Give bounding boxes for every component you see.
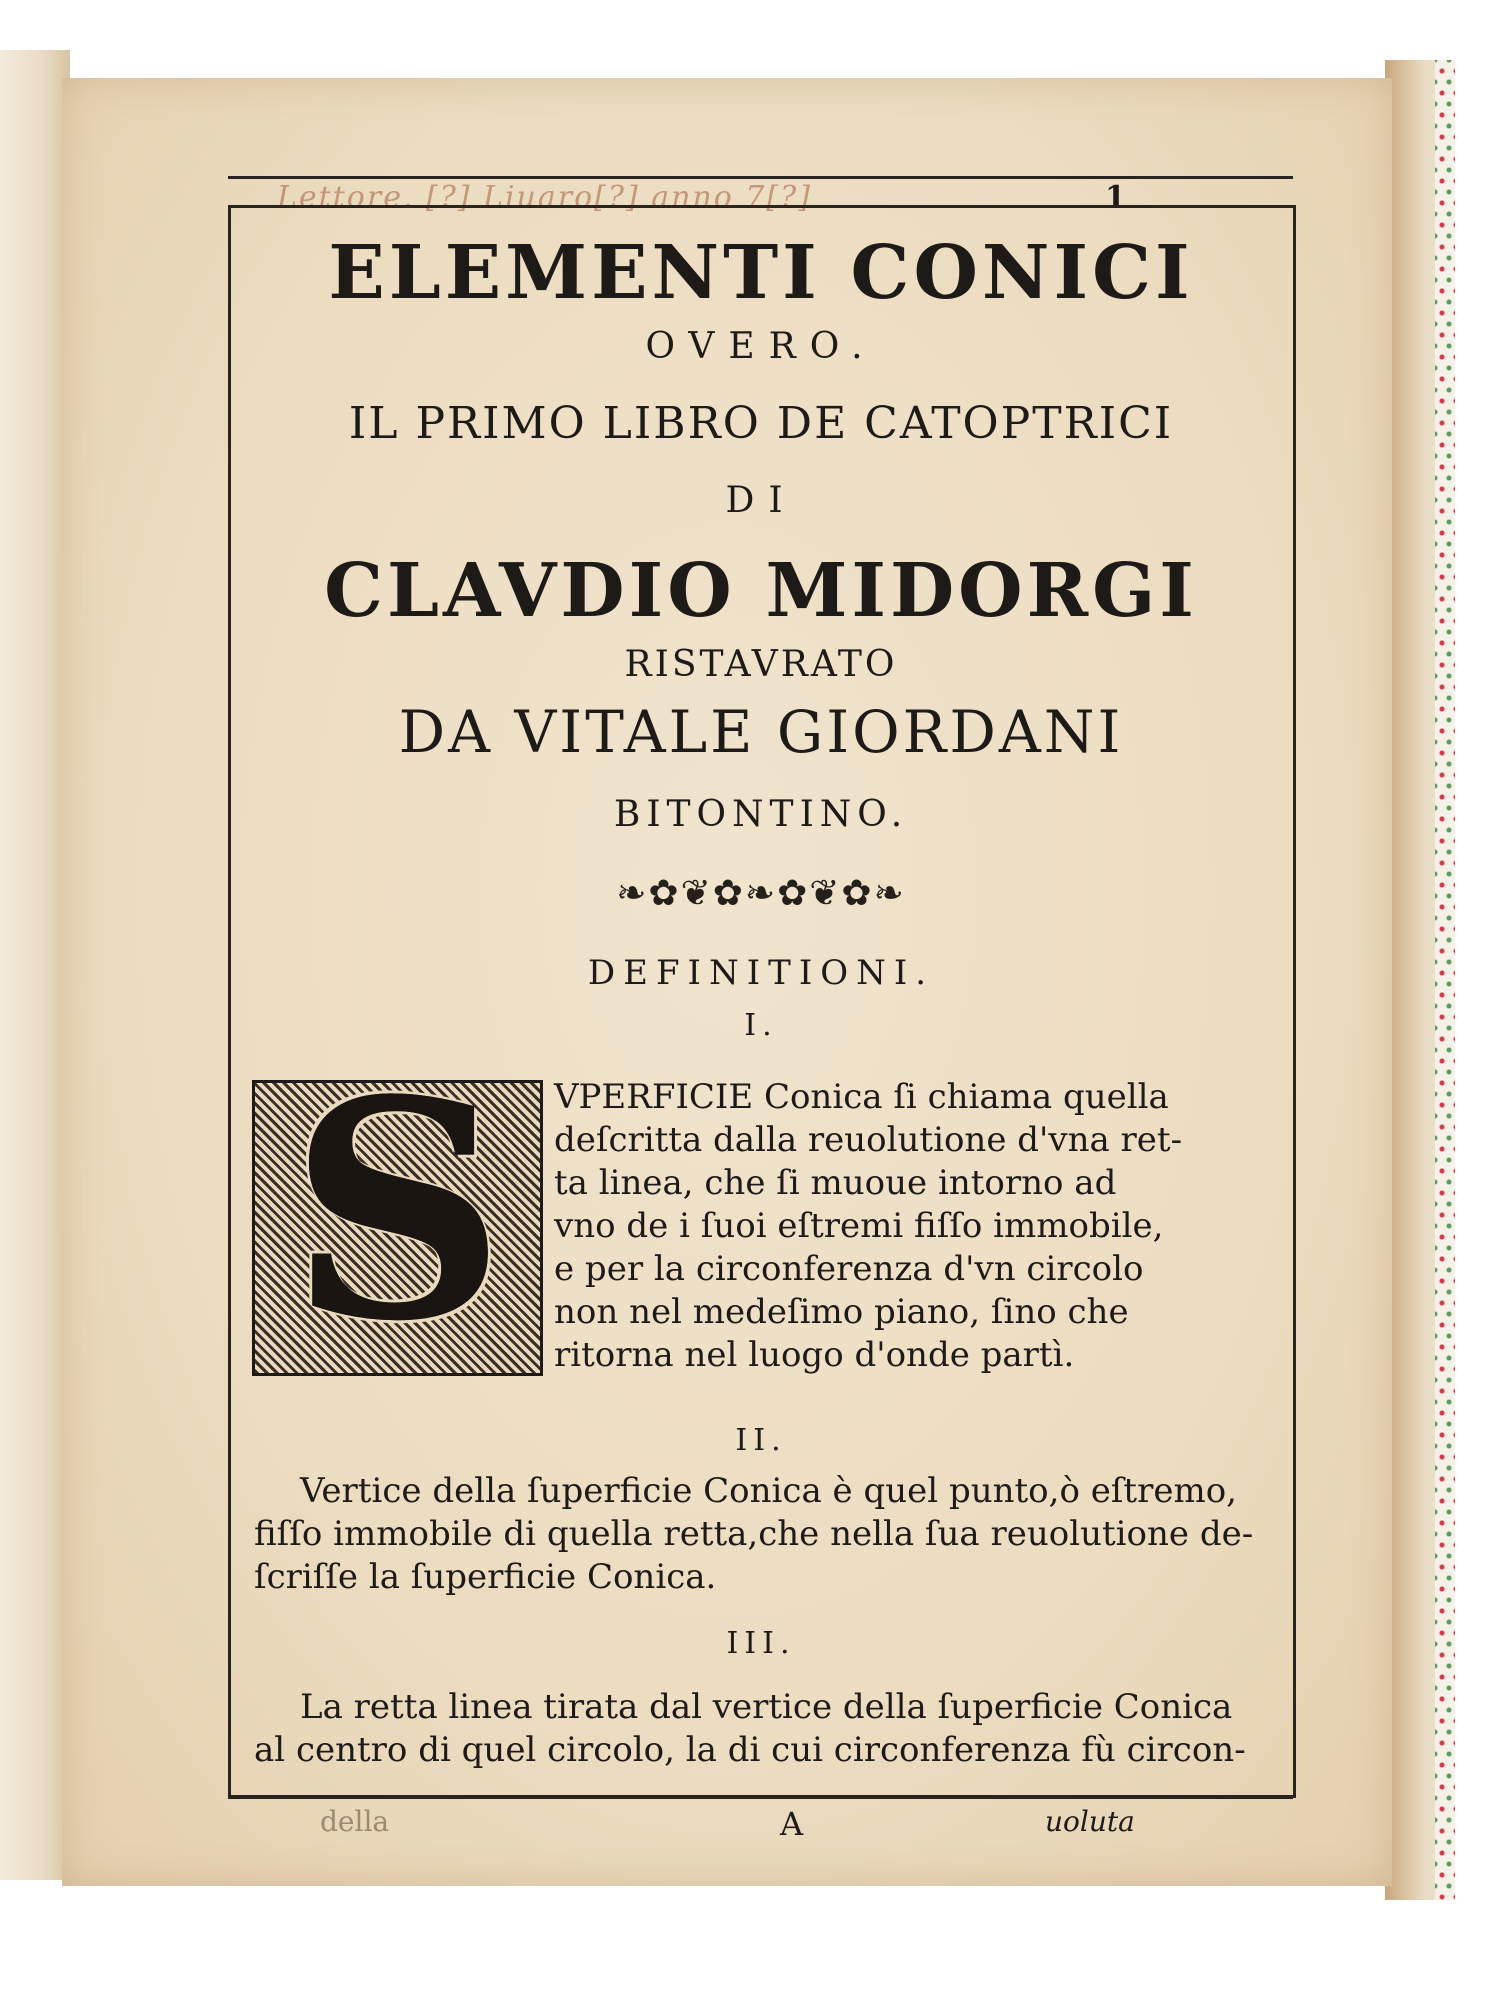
page-number: 1	[1105, 180, 1126, 215]
text-line: VPERFICIE Conica ſi chiama quella	[554, 1077, 1169, 1117]
text-line: al centro di quel circolo, la di cui circonferenza fù circon-	[254, 1730, 1246, 1770]
title-restorer: DA VITALE GIORDANI	[398, 698, 1124, 766]
book-binding	[1385, 60, 1455, 1900]
facing-page-edge	[0, 50, 70, 1880]
title-ristaurato: RISTAVRATO	[624, 644, 898, 685]
title-ouero: OVERO.	[645, 326, 877, 367]
definitions-heading: DEFINITIONI.	[587, 953, 935, 993]
ornament-divider: ❧✿❦✿❧✿❦✿❧	[616, 873, 906, 914]
handwritten-inscription: Lettore. [?] Liuaro[?] anno 7[?]	[277, 180, 812, 215]
bleed-through-word: della	[320, 1805, 390, 1838]
title-author: CLAVDIO MIDORGI	[324, 548, 1198, 634]
definition-2-text	[254, 1470, 1284, 1599]
text-line: ritorna nel luogo d'onde partì.	[554, 1335, 1075, 1375]
text-line: ta linea, che ſi muoue intorno ad	[554, 1163, 1117, 1203]
text-line: fiſſo immobile di quella retta,che nella ſua reuolutione de-	[254, 1514, 1254, 1554]
text-line: e per la circonferenza d'vn circolo	[554, 1249, 1144, 1289]
title-elementi-conici: ELEMENTI CONICI	[328, 230, 1194, 316]
definition-number-2: II.	[735, 1423, 787, 1458]
text-line: deſcritta dalla reuolutione d'vna ret-	[554, 1120, 1183, 1160]
title-bitontino: BITONTINO.	[613, 794, 909, 835]
definition-number-1: I.	[744, 1008, 778, 1043]
text-line: vno de i ſuoi eſtremi fiſſo immobile,	[554, 1206, 1164, 1246]
text-line: ſcriſſe la ſuperficie Conica.	[254, 1557, 717, 1597]
signature-mark: A	[780, 1805, 804, 1843]
definition-3-text	[254, 1686, 1284, 1772]
title-di: DI	[725, 480, 797, 521]
text-line: Vertice della ſuperficie Conica è quel punto,ò eſtremo,	[300, 1471, 1237, 1511]
definition-number-3: III.	[726, 1626, 796, 1661]
catchword: uoluta	[1045, 1805, 1135, 1838]
bottom-rule	[228, 1796, 1293, 1799]
decorated-initial	[252, 1080, 543, 1376]
text-line: non nel medeſimo piano, ſino che	[554, 1292, 1129, 1332]
definition-1-text	[554, 1076, 1284, 1377]
title-page-content	[232, 208, 1290, 1788]
title-primo-libro: IL PRIMO LIBRO DE CATOPTRICI	[348, 398, 1174, 449]
initial-letter: S	[289, 1080, 506, 1376]
top-rule	[228, 176, 1293, 179]
text-line: La retta linea tirata dal vertice della ſuperficie Conica	[300, 1687, 1233, 1727]
